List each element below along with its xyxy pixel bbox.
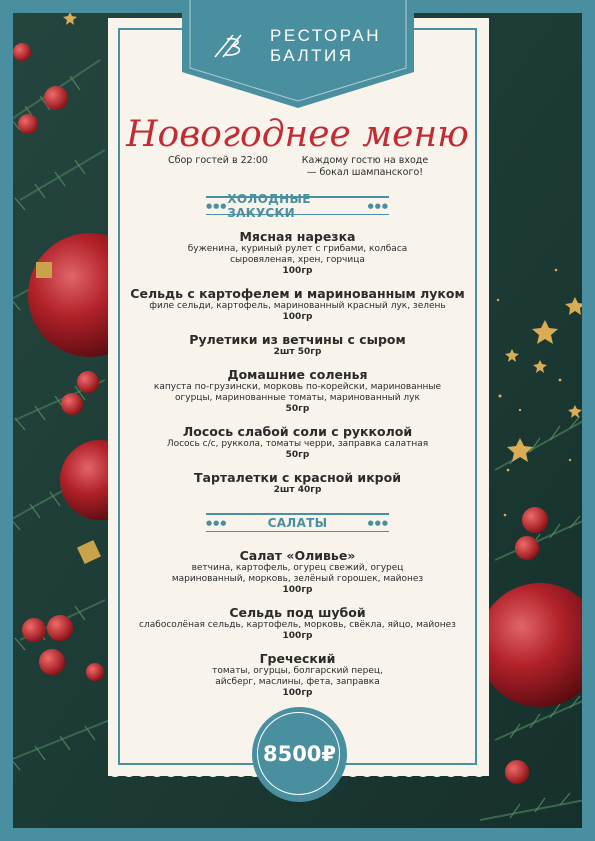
item-name: Салат «Оливье»: [239, 548, 356, 563]
item-weight: 100гр: [282, 688, 313, 698]
dots-decoration: ●●●: [367, 201, 389, 210]
item-name: Лосось слабой соли с рукколой: [182, 424, 413, 439]
salad-items-list: [118, 548, 477, 699]
item-description: ветчина, картофель, огурец свежий, огурец маринованный, морковь, зелёный горошек, майонез: [171, 563, 424, 584]
menu-item: [118, 605, 477, 642]
menu-item: [118, 424, 477, 461]
menu-item: [118, 332, 477, 358]
brand-line-2: БАЛТИЯ: [270, 46, 354, 65]
menu-item: [118, 229, 477, 277]
menu-item: [118, 651, 477, 699]
item-description: Лосось с/с, руккола, томаты черри, заправка салатная: [166, 439, 429, 449]
price-label: 8500₽: [262, 742, 337, 766]
dots-decoration: ●●●: [206, 518, 228, 527]
gathering-time: Сбор гостей в 22:00: [168, 155, 268, 166]
item-name: Рулетики из ветчины с сыром: [189, 332, 406, 347]
menu-item: [118, 548, 477, 596]
item-name: Сельдь под шубой: [229, 605, 366, 620]
section-header-salads: [206, 513, 389, 532]
menu-item: [118, 286, 477, 323]
item-description: буженина, куриный рулет с грибами, колбаса сыровяленая, хрен, горчица: [187, 244, 408, 265]
item-name: Тарталетки с красной икрой: [194, 470, 401, 485]
stylized-b-icon: [211, 31, 251, 61]
item-description: томаты, огурцы, болгарский перец, айсберг, маслины, фета, заправка: [212, 666, 383, 687]
item-weight: 100гр: [282, 312, 313, 322]
item-weight: 50гр: [285, 450, 310, 460]
item-weight: 100гр: [282, 585, 313, 595]
section-title: САЛАТЫ: [267, 515, 328, 530]
item-name: Сельдь с картофелем и маринованным луком: [130, 286, 465, 301]
brand-line-1: РЕСТОРАН: [270, 26, 382, 45]
item-name: Домашние соленья: [227, 367, 368, 382]
item-description: слабосолёная сельдь, картофель, морковь, свёкла, яйцо, майонез: [139, 620, 456, 630]
item-weight: 50гр: [285, 404, 310, 414]
item-description: филе сельди, картофель, маринованный красный лук, зелень: [149, 301, 446, 311]
dots-decoration: ●●●: [367, 518, 389, 527]
item-name: Мясная нарезка: [239, 229, 356, 244]
menu-title: Новогоднее меню: [126, 114, 469, 155]
dots-decoration: ●●●: [206, 201, 228, 210]
item-weight: 2шт 50гр: [273, 347, 322, 357]
item-name: Греческий: [259, 651, 336, 666]
restaurant-logo: [270, 26, 381, 66]
divider: [206, 531, 389, 533]
welcome-note: Каждому гостю на входе — бокал шампанского!: [301, 155, 429, 178]
item-weight: 100гр: [282, 631, 313, 641]
item-weight: 100гр: [282, 266, 313, 276]
section-title: ХОЛОДНЫЕ ЗАКУСКИ: [227, 191, 311, 220]
section-header-cold: [206, 191, 389, 220]
menu-item: [118, 470, 477, 496]
item-weight: 2шт 40гр: [273, 485, 322, 495]
cold-items-list: [118, 229, 477, 496]
item-description: капуста по-грузински, морковь по-корейски, маринованные огурцы, маринованные томаты, маринованный лук: [153, 382, 442, 403]
menu-item: [118, 367, 477, 415]
